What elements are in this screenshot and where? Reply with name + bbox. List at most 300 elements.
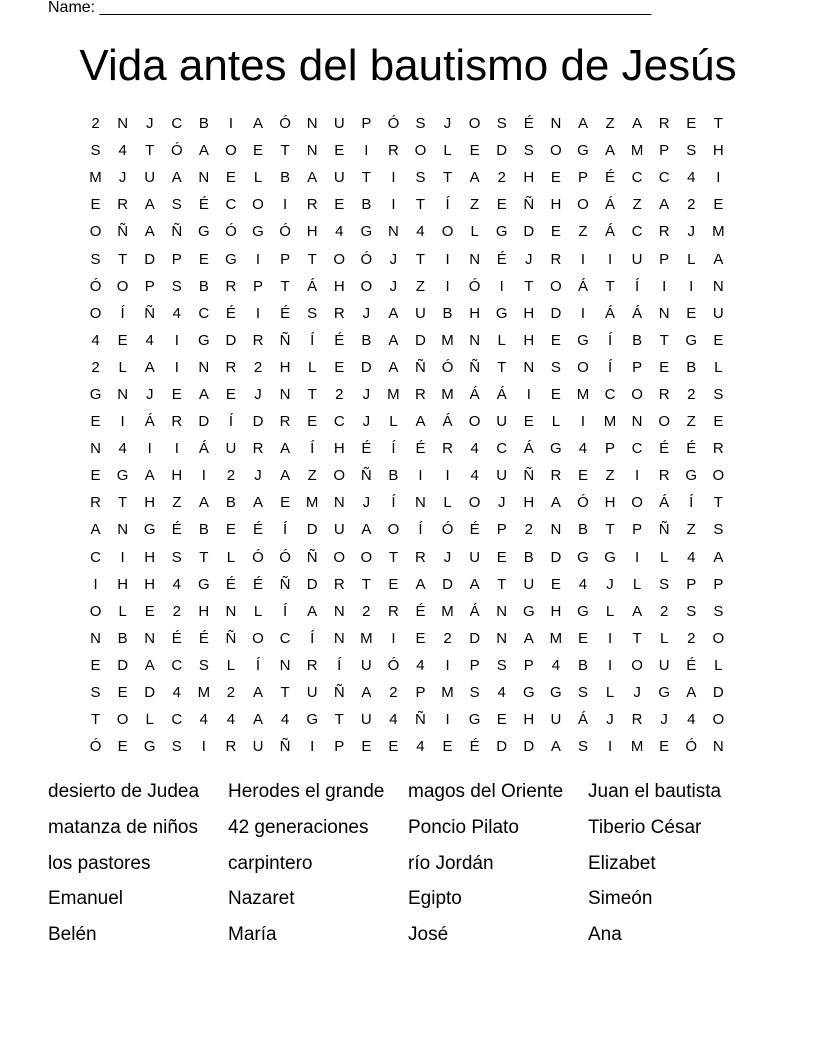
grid-letter: B <box>523 548 534 566</box>
grid-letter: U <box>333 169 345 187</box>
grid-letter: J <box>443 548 452 566</box>
grid-letter: P <box>469 656 480 674</box>
grid-letter: S <box>171 277 182 295</box>
grid-letter: H <box>333 440 345 458</box>
grid-letter: Á <box>632 304 643 322</box>
grid-letter: 4 <box>687 169 696 187</box>
grid-letter: 4 <box>118 440 127 458</box>
grid-letter: A <box>144 223 155 241</box>
grid-letter: 4 <box>416 223 425 241</box>
grid-letter: L <box>118 602 127 620</box>
grid-letter: T <box>280 142 290 160</box>
grid-letter: G <box>198 331 210 349</box>
grid-letter: A <box>144 467 155 485</box>
grid-letter: I <box>391 629 396 647</box>
grid-letter: A <box>577 115 588 133</box>
grid-letter: G <box>89 385 102 403</box>
grid-letter: U <box>550 711 562 729</box>
grid-letter: Ñ <box>279 331 291 349</box>
grid-letter: D <box>144 684 156 702</box>
grid-letter: A <box>90 521 101 539</box>
grid-letter: U <box>415 304 426 322</box>
grid-letter: 4 <box>335 223 344 241</box>
grid-letter: 4 <box>199 711 209 729</box>
grid-letter: B <box>577 521 588 539</box>
grid-letter: E <box>550 169 561 187</box>
grid-letter: I <box>445 711 450 729</box>
grid-letter: E <box>523 413 534 431</box>
grid-letter: H <box>279 358 291 376</box>
grid-letter: G <box>604 548 616 566</box>
grid-letter: E <box>659 738 670 756</box>
grid-letter: N <box>306 142 318 160</box>
word-list <box>48 776 788 955</box>
grid-letter: T <box>307 250 317 268</box>
grid-letter: D <box>144 250 156 268</box>
grid-letter: B <box>632 331 643 349</box>
grid-letter: A <box>659 196 670 214</box>
grid-letter: G <box>685 467 698 485</box>
grid-letter: Ñ <box>523 467 535 485</box>
grid-letter: A <box>253 115 264 133</box>
grid-letter: Ñ <box>658 521 670 539</box>
grid-letter: O <box>252 629 264 647</box>
grid-letter: Í <box>255 656 261 674</box>
grid-letter: R <box>658 385 670 403</box>
grid-letter: M <box>387 385 400 403</box>
grid-letter: N <box>550 115 562 133</box>
grid-letter: M <box>441 684 454 702</box>
grid-letter: O <box>252 196 264 214</box>
grid-letter: S <box>171 548 182 566</box>
grid-letter: Á <box>605 304 616 322</box>
grid-letter: I <box>93 575 98 593</box>
grid-letter: O <box>441 223 454 241</box>
grid-letter: H <box>523 304 535 322</box>
grid-letter: Z <box>470 196 480 214</box>
grid-letter: 4 <box>470 467 479 485</box>
grid-letter: U <box>360 711 372 729</box>
grid-letter: Í <box>418 521 423 539</box>
grid-letter: A <box>686 684 697 702</box>
grid-letter: E <box>307 413 318 431</box>
grid-letter: R <box>333 575 345 593</box>
grid-letter: Á <box>523 440 534 458</box>
word-list-item: río Jordán <box>408 852 494 874</box>
grid-letter: J <box>145 115 154 133</box>
grid-letter: H <box>523 711 535 729</box>
grid-letter: E <box>253 142 264 160</box>
grid-letter: L <box>253 602 263 620</box>
grid-letter: Z <box>578 223 588 241</box>
grid-letter: A <box>415 575 426 593</box>
grid-letter: C <box>279 629 291 647</box>
grid-letter: B <box>442 304 453 322</box>
grid-letter: L <box>660 629 669 647</box>
grid-letter: N <box>333 602 345 620</box>
grid-letter: I <box>228 115 234 133</box>
grid-letter: A <box>550 738 561 756</box>
grid-letter: E <box>225 169 236 187</box>
word-list-item: los pastores <box>48 852 151 874</box>
grid-letter: R <box>658 115 670 133</box>
grid-row <box>82 598 732 625</box>
grid-letter: D <box>415 331 426 349</box>
grid-letter: E <box>713 413 724 431</box>
grid-letter: E <box>334 358 345 376</box>
grid-letter: J <box>145 385 154 403</box>
grid-letter: B <box>361 331 372 349</box>
grid-letter: Í <box>228 413 234 431</box>
grid-letter: B <box>225 494 236 512</box>
grid-letter: G <box>577 548 589 566</box>
grid-letter: T <box>388 548 398 566</box>
grid-letter: T <box>307 385 317 403</box>
grid-letter: L <box>632 575 642 593</box>
word-list-item: Simeón <box>588 888 653 910</box>
word-list-item: Emanuel <box>48 888 123 910</box>
grid-letter: N <box>496 629 508 647</box>
grid-letter: S <box>659 575 670 593</box>
grid-letter: P <box>605 440 616 458</box>
grid-letter: H <box>144 575 156 593</box>
grid-letter: É <box>198 629 209 647</box>
grid-letter: C <box>171 656 183 674</box>
grid-letter: L <box>389 413 398 431</box>
grid-letter: O <box>468 494 481 512</box>
grid-letter: I <box>120 413 125 431</box>
grid-letter: P <box>415 684 426 702</box>
grid-letter: E <box>442 738 453 756</box>
grid-letter: B <box>198 115 209 133</box>
grid-letter: A <box>280 467 291 485</box>
grid-letter: B <box>198 521 209 539</box>
grid-letter: A <box>415 413 426 431</box>
grid-letter: U <box>360 656 372 674</box>
grid-letter: N <box>333 629 345 647</box>
grid-letter: Ó <box>170 142 183 160</box>
grid-letter: L <box>443 494 452 512</box>
grid-letter: C <box>658 169 670 187</box>
grid-letter: N <box>198 169 210 187</box>
grid-letter: E <box>225 521 236 539</box>
grid-letter: Z <box>686 413 696 431</box>
grid-row <box>82 733 732 760</box>
grid-letter: N <box>333 494 345 512</box>
grid-letter: J <box>606 575 614 593</box>
grid-letter: É <box>171 629 182 647</box>
grid-letter: H <box>171 467 183 485</box>
grid-letter: S <box>496 115 507 133</box>
grid-letter: Ñ <box>523 196 535 214</box>
grid-letter: S <box>496 656 507 674</box>
grid-letter: I <box>255 250 261 268</box>
grid-letter: A <box>307 169 318 187</box>
grid-letter: Z <box>686 521 696 539</box>
grid-letter: T <box>90 711 101 729</box>
grid-letter: A <box>469 575 480 593</box>
grid-letter: E <box>388 575 399 593</box>
grid-letter: O <box>333 548 346 566</box>
grid-letter: N <box>712 277 724 295</box>
grid-letter: H <box>523 494 535 512</box>
grid-letter: E <box>171 385 182 403</box>
grid-letter: R <box>90 494 101 512</box>
grid-letter: O <box>116 277 129 295</box>
grid-letter: T <box>713 115 723 133</box>
grid-letter: I <box>580 250 586 268</box>
grid-letter: D <box>496 142 508 160</box>
grid-letter: E <box>713 331 724 349</box>
grid-letter: 2 <box>226 467 236 485</box>
grid-letter: N <box>415 494 426 512</box>
grid-letter: Á <box>659 494 670 512</box>
grid-row <box>82 625 732 652</box>
grid-letter: E <box>280 494 291 512</box>
grid-row <box>82 679 732 706</box>
grid-letter: I <box>499 277 504 295</box>
grid-letter: R <box>306 196 318 214</box>
grid-letter: J <box>362 494 371 512</box>
word-list-item: desierto de Judea <box>48 781 200 802</box>
grid-letter: I <box>445 467 450 485</box>
grid-letter: L <box>605 602 615 620</box>
grid-letter: R <box>550 250 562 268</box>
grid-letter: N <box>198 358 210 376</box>
grid-letter: 2 <box>524 521 533 539</box>
grid-letter: E <box>388 738 399 756</box>
grid-letter: G <box>306 711 318 729</box>
grid-letter: M <box>441 385 454 403</box>
grid-row <box>82 137 732 164</box>
grid-letter: L <box>714 358 723 376</box>
grid-letter: Ó <box>225 223 237 241</box>
grid-letter: A <box>253 684 264 702</box>
grid-letter: E <box>713 196 724 214</box>
grid-row <box>82 327 732 354</box>
grid-letter: Ó <box>252 548 264 566</box>
grid-letter: É <box>280 304 291 322</box>
grid-letter: D <box>523 738 535 756</box>
grid-letter: É <box>686 656 697 674</box>
grid-letter: 4 <box>172 304 181 322</box>
grid-letter: C <box>225 196 237 214</box>
grid-letter: A <box>361 684 372 702</box>
grid-letter: T <box>605 521 615 539</box>
grid-letter: Ñ <box>306 548 318 566</box>
grid-letter: 2 <box>687 385 696 403</box>
grid-letter: C <box>631 169 643 187</box>
grid-letter: I <box>310 738 315 756</box>
grid-letter: J <box>443 115 452 133</box>
grid-letter: I <box>635 467 640 485</box>
grid-letter: R <box>442 440 453 458</box>
grid-letter: T <box>199 548 209 566</box>
grid-letter: A <box>632 115 643 133</box>
grid-letter: T <box>118 494 128 512</box>
grid-letter: A <box>361 521 372 539</box>
grid-letter: E <box>496 196 507 214</box>
grid-letter: O <box>89 602 102 620</box>
grid-letter: 4 <box>416 738 425 756</box>
grid-row <box>82 462 732 489</box>
grid-letter: C <box>171 115 183 133</box>
grid-letter: Í <box>310 440 315 458</box>
grid-letter: C <box>90 548 101 566</box>
grid-letter: S <box>415 115 426 133</box>
grid-letter: I <box>364 142 369 160</box>
grid-letter: J <box>525 250 533 268</box>
grid-letter: D <box>360 358 372 376</box>
grid-letter: P <box>659 142 670 160</box>
grid-letter: M <box>712 223 725 241</box>
grid-letter: J <box>660 711 668 729</box>
grid-letter: Ñ <box>469 358 481 376</box>
grid-letter: H <box>117 575 129 593</box>
grid-letter: S <box>686 602 697 620</box>
grid-letter: O <box>333 250 346 268</box>
grid-letter: I <box>689 277 694 295</box>
grid-letter: A <box>198 494 209 512</box>
grid-letter: 4 <box>497 684 506 702</box>
grid-letter: C <box>333 413 345 431</box>
grid-letter: É <box>469 521 480 539</box>
grid-letter: 4 <box>145 331 154 349</box>
grid-letter: A <box>605 142 616 160</box>
grid-letter: Ó <box>279 223 291 241</box>
grid-letter: G <box>198 575 210 593</box>
grid-letter: E <box>198 250 209 268</box>
grid-letter: Ñ <box>279 738 291 756</box>
grid-letter: S <box>90 684 101 702</box>
grid-letter: I <box>174 331 179 349</box>
grid-letter: N <box>496 602 508 620</box>
grid-letter: B <box>388 467 399 485</box>
grid-letter: S <box>469 684 480 702</box>
grid-letter: 2 <box>226 684 236 702</box>
grid-letter: Ñ <box>117 223 129 241</box>
grid-letter: B <box>577 656 588 674</box>
grid-letter: J <box>362 385 371 403</box>
grid-letter: 4 <box>578 575 588 593</box>
grid-letter: A <box>713 548 724 566</box>
word-list-item: Egipto <box>408 888 462 910</box>
grid-letter: H <box>604 494 616 512</box>
grid-letter: E <box>117 684 128 702</box>
grid-letter: T <box>659 331 669 349</box>
grid-letter: I <box>445 250 450 268</box>
grid-letter: Á <box>577 277 588 295</box>
grid-letter: E <box>686 304 697 322</box>
grid-letter: N <box>387 223 399 241</box>
grid-letter: Í <box>310 331 315 349</box>
grid-letter: P <box>361 115 372 133</box>
grid-row <box>82 516 732 543</box>
grid-letter: C <box>604 385 616 403</box>
grid-letter: 2 <box>362 602 371 620</box>
grid-letter: D <box>550 548 562 566</box>
word-list-item: matanza de niños <box>48 816 198 838</box>
grid-letter: N <box>306 115 318 133</box>
grid-letter: J <box>362 413 371 431</box>
grid-letter: T <box>361 169 371 187</box>
grid-letter: 2 <box>497 169 506 187</box>
grid-letter: 2 <box>91 358 100 376</box>
grid-letter: O <box>712 711 725 729</box>
grid-letter: 4 <box>687 548 696 566</box>
grid-letter: D <box>225 331 237 349</box>
grid-letter: S <box>171 738 182 756</box>
grid-letter: Ó <box>441 521 454 539</box>
grid-letter: M <box>89 169 102 187</box>
grid-letter: J <box>687 223 695 241</box>
grid-row <box>82 489 732 516</box>
grid-letter: M <box>630 738 644 756</box>
grid-letter: O <box>631 494 643 512</box>
grid-letter: J <box>118 169 127 187</box>
grid-letter: H <box>144 548 156 566</box>
grid-row <box>82 164 732 191</box>
grid-letter: 2 <box>253 358 263 376</box>
grid-letter: Ó <box>89 738 102 756</box>
grid-letter: L <box>145 711 154 729</box>
grid-letter: Á <box>469 385 480 403</box>
name-field: Name: ______________________________________________________________ <box>48 0 652 16</box>
grid-letter: S <box>90 250 101 268</box>
word-list-item: María <box>228 924 277 946</box>
grid-letter: R <box>171 413 183 431</box>
grid-letter: E <box>361 738 372 756</box>
grid-letter: G <box>143 738 156 756</box>
grid-letter: P <box>686 575 697 593</box>
grid-letter: R <box>387 142 399 160</box>
grid-letter: Á <box>307 277 318 295</box>
grid-letter: L <box>307 358 317 376</box>
grid-letter: Ó <box>441 358 454 376</box>
grid-row <box>82 245 732 272</box>
grid-letter: O <box>712 467 725 485</box>
grid-letter: Ñ <box>333 684 345 702</box>
grid-letter: Á <box>605 223 616 241</box>
grid-letter: J <box>362 304 371 322</box>
grid-row <box>82 435 732 462</box>
grid-letter: É <box>225 304 236 322</box>
grid-letter: T <box>145 142 155 160</box>
grid-letter: L <box>551 413 561 431</box>
grid-letter: R <box>252 440 264 458</box>
grid-letter: S <box>171 196 182 214</box>
grid-letter: Ó <box>387 115 400 133</box>
grid-letter: É <box>415 440 426 458</box>
grid-letter: H <box>550 602 562 620</box>
word-list-item: Poncio Pilato <box>408 816 519 838</box>
grid-letter: Z <box>605 467 615 485</box>
grid-letter: I <box>526 385 531 403</box>
grid-letter: S <box>307 304 318 322</box>
grid-letter: E <box>550 223 561 241</box>
grid-letter: Í <box>445 196 450 214</box>
grid-letter: N <box>279 385 291 403</box>
grid-letter: E <box>117 738 128 756</box>
grid-letter: M <box>305 494 319 512</box>
grid-letter: L <box>226 656 236 674</box>
grid-letter: T <box>524 277 534 295</box>
grid-letter: H <box>550 196 562 214</box>
grid-letter: I <box>580 304 586 322</box>
grid-letter: Z <box>632 196 642 214</box>
grid-letter: H <box>523 331 535 349</box>
grid-letter: O <box>712 629 725 647</box>
